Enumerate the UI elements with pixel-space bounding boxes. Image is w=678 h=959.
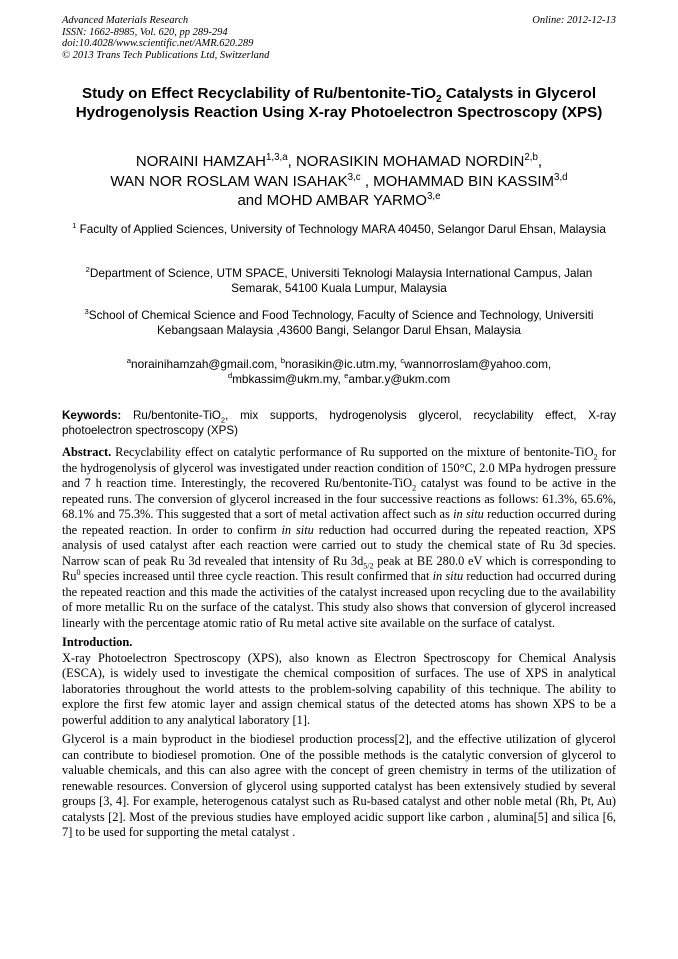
author-name: WAN NOR ROSLAM WAN ISAHAK — [110, 172, 348, 190]
email-address[interactable]: norasikin@ic.utm.my, — [284, 357, 401, 371]
email-mark: a — [126, 356, 132, 366]
affiliation-text: Faculty of Applied Sciences, University of Technology MARA 40450, Selangor Darul Ehsan, Malaysia — [76, 222, 606, 236]
email-address[interactable]: ambar.y@ukm.com — [348, 372, 451, 386]
author-line-2 — [62, 172, 616, 192]
intro-paragraph-2: Glycerol is a main byproduct in the biodiesel production process[2], and the effective utilization of glycerol can contribute to biodiesel promotion. One of the possible methods is the catalytic conversion of glycerol to valuable chemicals, and this can also agree with the concept of green chemistry in terms of the utilization of renewable resources. Conversion of glycerol using supported catalyst has been extensively studied by several groups [3, 4]. For example, heterogenous catalyst such as Ru-based catalyst and other noble metal (Rh, Pt, Au) catalysts [2]. Most of the previous studies have employed acidic support like carbon , alumina[5] and silica [6, 7] to be used for supporting the metal catalyst . — [62, 732, 616, 839]
author-line-3 — [62, 191, 616, 211]
author-conjunction: and — [237, 192, 267, 209]
abstract-text: peak at BE 280.0 eV which is corresponding to Ru — [62, 553, 616, 583]
abstract-italic: in situ — [281, 522, 314, 537]
introduction-heading: Introduction. — [62, 635, 133, 649]
abstract-text: species increased until three cycle reaction. This result confirmed that — [80, 569, 433, 583]
affiliation-2 — [62, 266, 616, 296]
author-list — [62, 152, 616, 211]
author-affiliation-mark: 1,3,a — [265, 152, 288, 163]
affiliation-text: Department of Science, UTM SPACE, Universiti Teknologi Malaysia International Campus, Jalan Semarak, 54100 Kuala Lumpur, Malaysia — [89, 266, 593, 295]
abstract-text: reduction had occurred during the repeated reaction and this made the activities of the catalyst increased upon recycling due to the availability of more metallic Ru on the surface of the catalyst. This study also shows that conversion of glycerol increased linearly with the percentage atomic ratio of Ru metal active site available on the surface of catalyst. — [62, 569, 616, 630]
email-mark: b — [280, 356, 285, 366]
abstract-text: for the hydrogenolysis of glycerol was investigated under reaction condition of 150°C, 2.0 MPa hydrogen pressure and 7 h reaction time. Interestingly, the recovered Ru/bentonite-TiO — [62, 445, 616, 490]
copyright-line: © 2013 Trans Tech Publications Ltd, Switzerland — [62, 49, 270, 61]
author-name: NORAINI HAMZAH — [135, 153, 266, 170]
online-date: Online: 2012-12-13 — [532, 15, 616, 26]
journal-header — [62, 15, 616, 61]
abstract-block — [62, 445, 616, 845]
abstract-paragraph — [62, 445, 616, 631]
abstract-subscript: 2 — [412, 483, 417, 493]
email-address[interactable]: norainihamzah@gmail.com, — [131, 357, 281, 371]
email-mark: c — [400, 356, 405, 366]
email-mark: d — [227, 371, 233, 381]
author-line-1 — [62, 152, 616, 172]
abstract-subscript: 2 — [593, 452, 598, 462]
author-separator: , — [537, 153, 543, 170]
author-affiliation-mark: 3,c — [347, 171, 361, 183]
title-subscript: 2 — [436, 94, 442, 106]
abstract-text: reduction occurred during the repeated reaction. In order to confirm — [62, 507, 616, 537]
keywords-text: Ru/bentonite-TiO — [121, 409, 221, 422]
issn-line: ISSN: 1662-8985, Vol. 620, pp 289-294 — [62, 26, 228, 38]
email-address[interactable]: wannorroslam@yahoo.com, — [404, 357, 552, 371]
affiliation-mark: 2 — [85, 265, 90, 275]
affiliation-3 — [62, 308, 616, 338]
author-affiliation-mark: 2,b — [524, 152, 538, 163]
affiliation-1 — [62, 222, 616, 237]
intro-paragraph-1: X-ray Photoelectron Spectroscopy (XPS), also known as Electron Spectroscopy for Chemical Analysis (ESCA), is widely used to investigate the chemical composition of surfaces. The use of XPS in analytical laboratories throughout the world attests to the problem-solving capability of this technique. The ability to explore the first few atomic layer and assign chemical status of the detected atoms has shown XPS to be a powerful addition to any analytical laboratory [1]. — [62, 650, 616, 727]
email-list — [62, 357, 616, 387]
keywords-subscript: 2 — [220, 415, 226, 425]
doi-line: doi:10.4028/www.scientific.net/AMR.620.289 — [62, 38, 254, 50]
abstract-subscript: 5/2 — [363, 560, 374, 570]
paper-title — [62, 84, 616, 122]
affiliation-mark: 1 — [72, 221, 77, 231]
abstract-text: Recyclability effect on catalytic performance of Ru supported on the mixture of bentonite-TiO — [111, 445, 594, 459]
author-name: MOHAMMAD BIN KASSIM — [373, 172, 555, 190]
author-separator: , — [360, 172, 374, 190]
keywords-text: , mix supports, hydrogenolysis glycerol, recyclability effect, X-ray photoelectron spectroscopy (XPS) — [62, 409, 616, 437]
affiliation-text: School of Chemical Science and Food Technology, Faculty of Science and Technology, Universiti Kebangsaan Malaysia ,43600 Bangi, Selangor Darul Ehsan, Malaysia — [88, 308, 594, 337]
author-name: MOHD AMBAR YARMO — [266, 192, 427, 209]
author-affiliation-mark: 3,e — [426, 191, 441, 202]
abstract-superscript: 0 — [76, 567, 81, 577]
title-text-1: Study on Effect Recyclability of Ru/bentonite-TiO — [81, 85, 437, 102]
author-affiliation-mark: 3,d — [554, 171, 568, 183]
affiliation-mark: 3 — [84, 307, 89, 317]
journal-name: Advanced Materials Research — [62, 15, 189, 26]
abstract-italic: in situ — [432, 569, 464, 583]
email-mark: e — [344, 371, 349, 381]
abstract-label: Abstract. — [62, 445, 112, 459]
abstract-italic: in situ — [453, 507, 484, 521]
keywords-label: Keywords: — [62, 409, 122, 422]
author-name: NORASIKIN MOHAMAD NORDIN — [295, 153, 525, 170]
abstract-text: catalyst was found to be active in the repeated runs. The conversion of glycerol increased in the four successive reactions as follows: 61.3%, 65.6%, 68.1% and 75.3%. This suggested that a sort of metal activation affect such as — [62, 476, 616, 521]
author-separator: , — [287, 153, 296, 170]
keywords-block — [62, 408, 616, 438]
abstract-text: reduction had occurred during the repeated reaction, XPS analysis of used catalyst after each reaction were carried out to study the chemical state of Ru 3d species. Narrow scan of peak Ru 3d revealed that intensity of Ru 3d — [62, 522, 616, 568]
email-address[interactable]: mbkassim@ukm.my, — [232, 372, 345, 386]
title-text-2: Catalysts in Glycerol Hydrogenolysis Reaction Using X-ray Photoelectron Spectroscopy (XPS) — [75, 85, 603, 121]
